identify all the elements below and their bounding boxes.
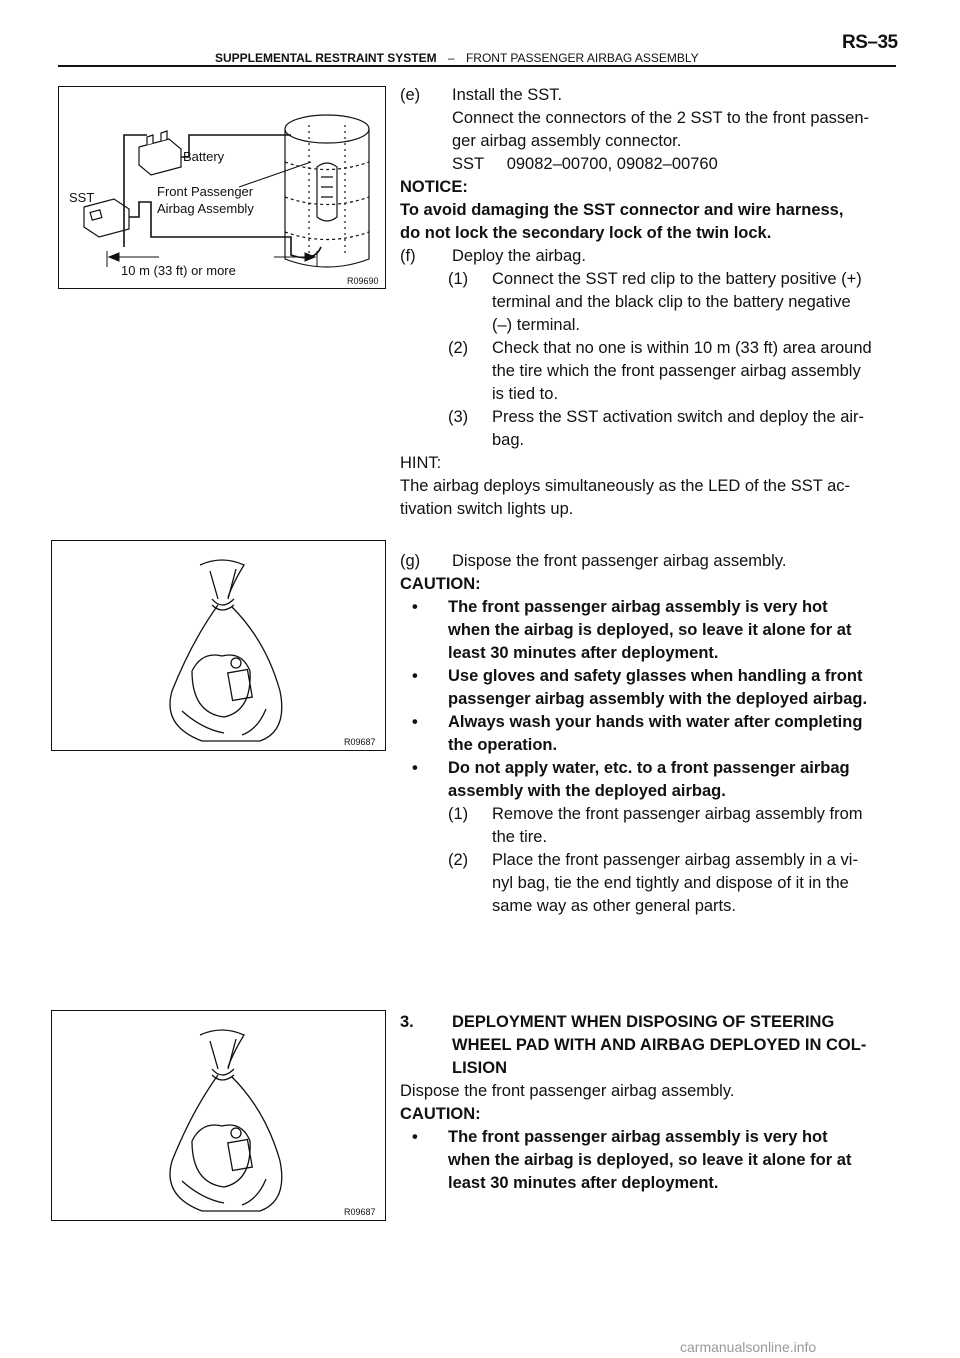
text-line: Check that no one is within 10 m (33 ft) area around	[492, 339, 872, 357]
bullet: •	[412, 713, 418, 731]
text-line: Do not apply water, etc. to a front passenger airbag	[448, 759, 850, 777]
notice-text: To avoid damaging the SST connector and wire harness,	[400, 201, 844, 219]
text-line: LISION	[452, 1059, 508, 1077]
step-e-title: Install the SST.	[452, 86, 563, 104]
bullet: •	[412, 598, 418, 616]
text-line: Press the SST activation switch and deploy the air-	[492, 408, 865, 426]
section-3-heading	[400, 1011, 898, 1034]
page-number: RS–35	[842, 32, 898, 53]
text-line: DEPLOYMENT WHEN DISPOSING OF STEERING	[452, 1013, 835, 1031]
text-line: WHEEL PAD WITH AND AIRBAG DEPLOYED IN COL-	[452, 1036, 867, 1054]
watermark: carmanualsonline.info	[680, 1339, 817, 1355]
substep-2	[400, 337, 898, 360]
step-e-tag: (e)	[400, 86, 421, 104]
figure-deployment-setup	[58, 86, 386, 289]
hint-text: The airbag deploys simultaneously as the LED of the SST ac-	[400, 477, 851, 495]
text-line: the tire which the front passenger airbag assembly	[492, 362, 861, 380]
text-line: the operation.	[448, 736, 558, 754]
text-line: terminal and the black clip to the battery negative	[492, 293, 851, 311]
sst-numbers: 09082–00700, 09082–00760	[506, 155, 718, 173]
battery-drawing	[139, 131, 181, 175]
text-line: same way as other general parts.	[492, 897, 736, 915]
sst-label: SST	[69, 190, 95, 205]
substep-2	[400, 849, 898, 872]
figure-code: R09687	[344, 737, 376, 747]
text-line: least 30 minutes after deployment.	[448, 644, 719, 662]
text-line: Remove the front passenger airbag assembly from	[492, 805, 863, 823]
caution-item	[400, 1126, 898, 1149]
fpa-label-line1: Front Passenger	[157, 184, 254, 199]
section-title: SUPPLEMENTAL RESTRAINT SYSTEM	[215, 51, 437, 65]
header-dash: –	[447, 51, 455, 65]
substep-tag: (2)	[448, 851, 469, 869]
battery-label: Battery	[183, 149, 225, 164]
substep-3	[400, 406, 898, 429]
intro-text: Dispose the front passenger airbag assembly.	[400, 1082, 735, 1100]
step-e	[400, 84, 898, 107]
bullet: •	[412, 667, 418, 685]
header-rule	[58, 65, 896, 67]
step-g	[400, 550, 898, 573]
text-line: least 30 minutes after deployment.	[448, 1174, 719, 1192]
bag-drawing-2	[52, 1011, 385, 1220]
section-number: 3.	[400, 1013, 414, 1031]
caution-item	[400, 596, 898, 619]
bullet: •	[412, 1128, 418, 1146]
text-line: ger airbag assembly connector.	[452, 132, 682, 150]
procedure-install-deploy	[400, 84, 898, 521]
text-line: Use gloves and safety glasses when handling a front	[448, 667, 863, 685]
step-g-title: Dispose the front passenger airbag assembly.	[452, 552, 787, 570]
fpa-label-line2: Airbag Assembly	[157, 201, 254, 216]
text-line: is tied to.	[492, 385, 559, 403]
text-line: Connect the SST red clip to the battery positive (+)	[492, 270, 862, 288]
substep-tag: (1)	[448, 270, 469, 288]
subsection-title: FRONT PASSENGER AIRBAG ASSEMBLY	[465, 51, 699, 65]
bag-drawing	[52, 541, 385, 750]
substep-tag: (1)	[448, 805, 469, 823]
distance-label: 10 m (33 ft) or more	[121, 263, 236, 278]
caution-item	[400, 665, 898, 688]
notice-text: do not lock the secondary lock of the twin lock.	[400, 224, 772, 242]
sst-label: SST	[452, 155, 485, 173]
text-line: the tire.	[492, 828, 548, 846]
section-3-deployment	[400, 1011, 898, 1195]
text-line: when the airbag is deployed, so leave it alone for at	[448, 1151, 852, 1169]
bullet: •	[412, 759, 418, 777]
tire-stack-drawing	[285, 115, 369, 267]
text-line: Always wash your hands with water after completing	[448, 713, 863, 731]
figure-bagged-airbag	[51, 540, 386, 751]
hint-title: HINT:	[400, 454, 442, 472]
caution-item	[400, 757, 898, 780]
text-line: nyl bag, tie the end tightly and dispose of it in the	[492, 874, 849, 892]
caution-item	[400, 711, 898, 734]
substep-tag: (3)	[448, 408, 469, 426]
substep-1	[400, 803, 898, 826]
figure-bagged-airbag-2	[51, 1010, 386, 1221]
hint-text: tivation switch lights up.	[400, 500, 574, 518]
step-f-title: Deploy the airbag.	[452, 247, 586, 265]
text-line: The front passenger airbag assembly is very hot	[448, 1128, 828, 1146]
text-line: (–) terminal.	[492, 316, 581, 334]
figure-code: R09690	[347, 276, 379, 286]
sst-numbers-line	[400, 153, 898, 176]
notice-title: NOTICE:	[400, 178, 468, 196]
step-f	[400, 245, 898, 268]
substep-1	[400, 268, 898, 291]
step-g-tag: (g)	[400, 552, 421, 570]
substep-tag: (2)	[448, 339, 469, 357]
procedure-dispose	[400, 550, 898, 918]
figure-code: R09687	[344, 1207, 376, 1217]
text-line: The front passenger airbag assembly is very hot	[448, 598, 828, 616]
step-f-tag: (f)	[400, 247, 416, 265]
text-line: Connect the connectors of the 2 SST to the front passen-	[452, 109, 870, 127]
text-line: assembly with the deployed airbag.	[448, 782, 726, 800]
caution-title: CAUTION:	[400, 1105, 481, 1123]
text-line: Place the front passenger airbag assembly in a vi-	[492, 851, 858, 869]
text-line: passenger airbag assembly with the deployed airbag.	[448, 690, 868, 708]
text-line: when the airbag is deployed, so leave it alone for at	[448, 621, 852, 639]
caution-title: CAUTION:	[400, 575, 481, 593]
text-line: bag.	[492, 431, 525, 449]
running-header	[215, 51, 699, 65]
